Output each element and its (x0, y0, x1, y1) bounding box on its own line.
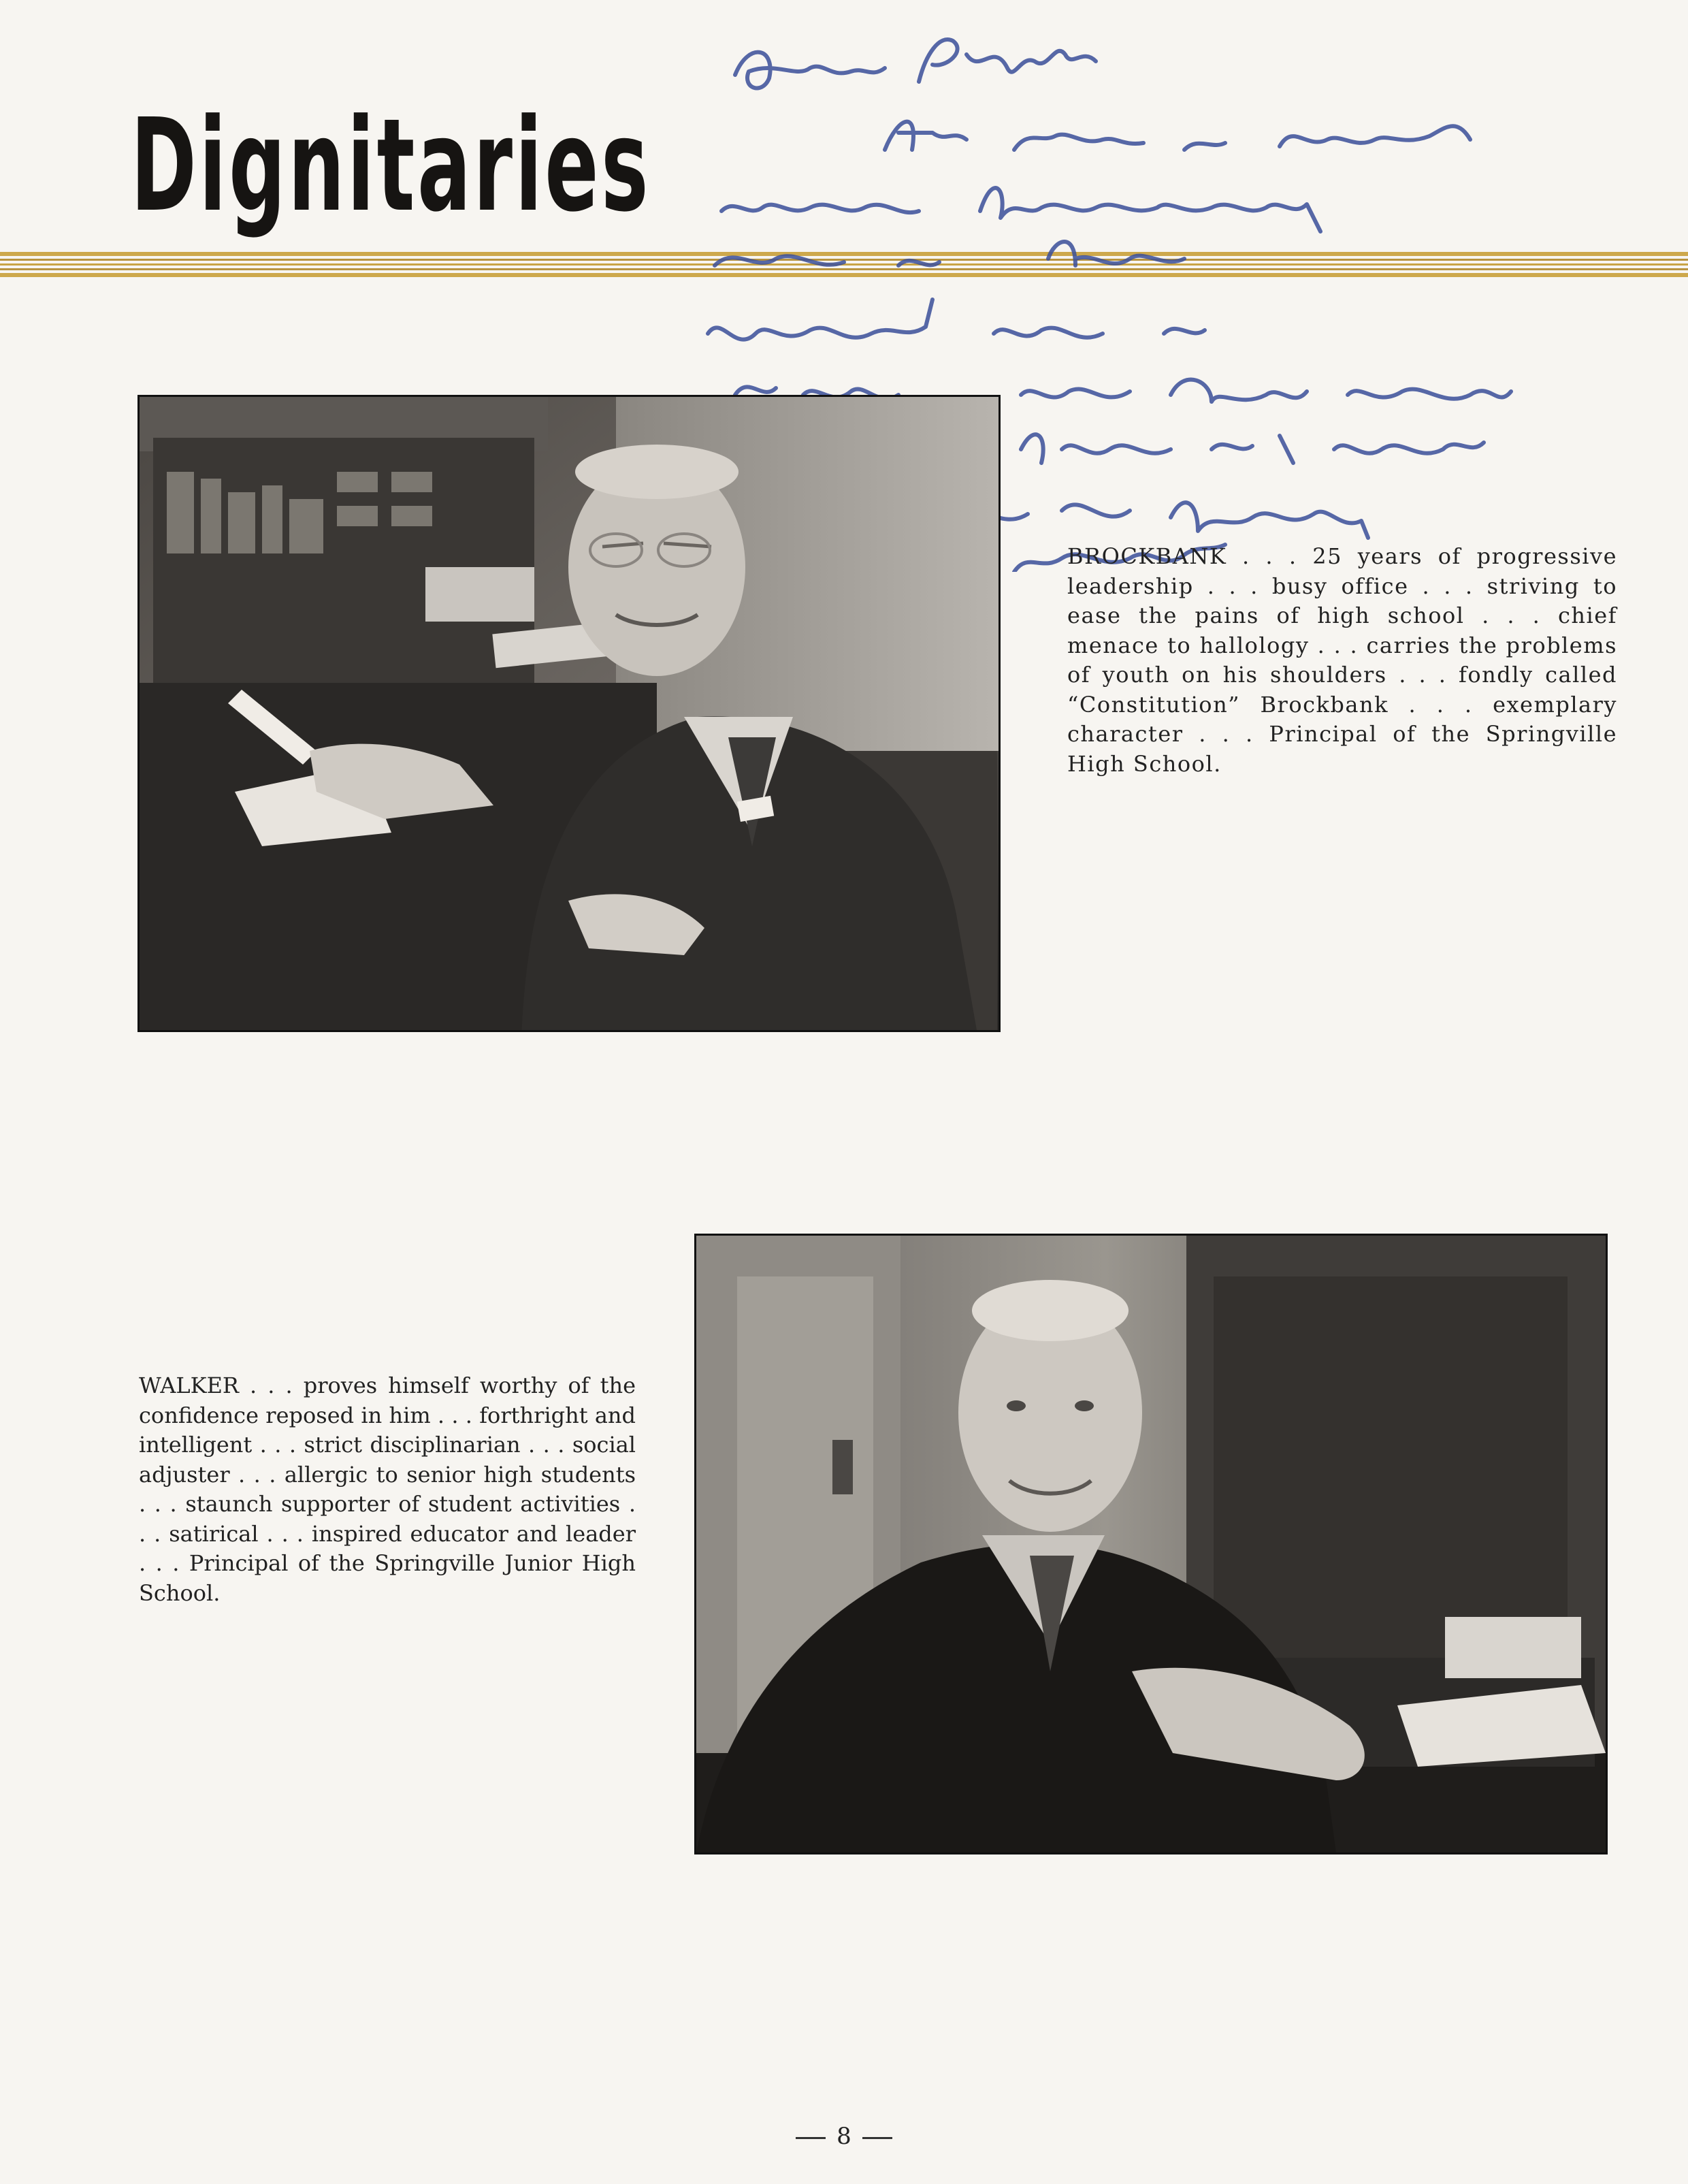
page-number-dash-left (796, 2137, 826, 2139)
inscription-line-4 (715, 242, 1184, 266)
inscription-line-7 (1021, 434, 1484, 463)
inscription-line-1 (735, 39, 1096, 88)
page-title: Dignitaries (131, 91, 651, 240)
walker-caption: WALKER . . . proves himself worthy of the confidence reposed in him . . . forthright and intelligent . . . strict disciplinarian . . . social adjuster . . . allergic to senior high students . . . staunch supporter of student activities . . . satirical . . . inspired educator and leader . . . Principal of the Springville Junior High School. (139, 1372, 636, 1606)
page-number (0, 2123, 1688, 2150)
inscription-line-2 (885, 122, 1470, 150)
inscription-line-3 (721, 188, 1320, 231)
brockbank-caption: BROCKBANK . . . 25 years of progressive leadership . . . busy office . . . striving to ease the pains of high school . . . chief menace to hallology . . . carries the problems of youth on his shoulders . . . fondly called “Constitution” Brockbank . . . exemplary character . . . Principal of the Springville High School. (1067, 543, 1617, 777)
inscription-line-5 (708, 300, 1205, 340)
page-number-dash-right (862, 2137, 892, 2139)
brockbank-photo (137, 395, 1001, 1032)
walker-photo (694, 1234, 1608, 1854)
page-number-value: 8 (837, 2123, 851, 2150)
